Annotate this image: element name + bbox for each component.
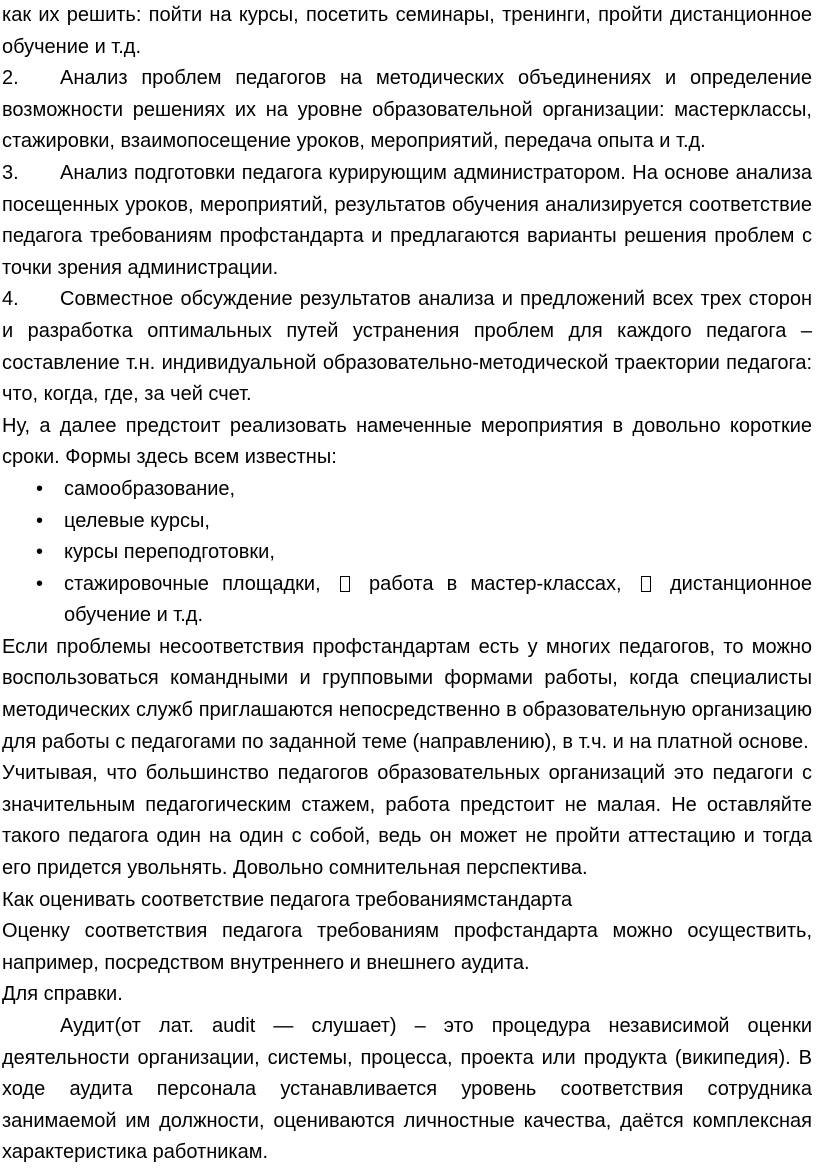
- list-item-text: дистанционное обучение и т.д.: [64, 572, 813, 627]
- item-number: 3.: [2, 161, 19, 184]
- bullet-icon: •: [36, 509, 44, 532]
- list-item-text: курсы переподготовки,: [64, 541, 275, 564]
- list-item-text: работа в мастер-классах,: [369, 572, 622, 595]
- forms-intro: Ну, а далее предстоит реализовать намеченные мероприятия в довольно короткие сроки. Формы здесь всем известны:: [2, 414, 812, 469]
- list-item: [36, 474, 812, 506]
- list-item: [36, 569, 812, 632]
- bullet-icon: •: [36, 572, 44, 595]
- item-text: Совместное обсуждение результатов анализа и предложений всех трех сторон и разработка оптимальных путей устранения проблем для каждого педагога – составление т.н. индивидуальной образовательно-методической траектории педагога: что, когда, где, за чей счет.: [2, 288, 812, 406]
- paragraph-experience: Учитывая, что большинство педагогов образовательных организаций это педагоги с значительным педагогическим стажем, работа предстоит не малая. Не оставляйте такого педагога один на один с собой, ведь он может не пройти аттестацию и тогда его придется увольнять. Довольно сомнительная перспектива.: [2, 762, 812, 880]
- paragraph-team: Если проблемы несоответствия профстандартам есть у многих педагогов, то можно воспользоваться командными и групповыми формами работы, когда специалисты методических служб приглашаются непосредственно в образовательную организацию для работы с педагогами по заданной теме (направлению), в т.ч. и на платной основе.: [2, 635, 812, 753]
- item-number: 4.: [2, 288, 19, 311]
- missing-glyph-icon: [340, 576, 350, 592]
- paragraph-audit-definition: Аудит(от лат. audit — слушает) – это процедура независимой оценки деятельности организации, системы, процесса, проекта или продукта (википедия). В ходе аудита персонала устанавливается уровень соответствия сотрудника занимаемой им должности, оцениваются личностные качества, даётся комплексная характеристика работникам.: [2, 1015, 812, 1164]
- list-item: [36, 506, 812, 538]
- list-item: [36, 537, 812, 569]
- numbered-item-4: [2, 284, 812, 410]
- intro-line: как их решить: пойти на курсы, посетить семинары, тренинги, пройти дистанционное обучение и т.д.: [2, 4, 812, 58]
- list-item-text: стажировочные площадки,: [64, 572, 321, 595]
- reference-label: Для справки.: [2, 983, 123, 1006]
- item-text: Анализ подготовки педагога курирующим администратором. На основе анализа посещенных уроков, мероприятий, результатов обучения анализируется соответствие педагога требованиям профстандарта и предлагаются варианты решения проблем с точки зрения администрации.: [2, 161, 812, 279]
- bullet-icon: •: [36, 477, 44, 500]
- item-number: 2.: [2, 67, 19, 90]
- paragraph-audit-intro: Оценку соответствия педагога требованиям профстандарта можно осуществить, например, посредством внутреннего и внешнего аудита.: [2, 920, 812, 974]
- forms-list: [2, 474, 812, 632]
- numbered-item-2: [2, 63, 812, 158]
- missing-glyph-icon: [641, 576, 651, 592]
- list-item-text: целевые курсы,: [64, 509, 210, 532]
- bullet-icon: •: [36, 541, 44, 564]
- numbered-item-3: [2, 158, 812, 284]
- list-item-text: самообразование,: [64, 477, 236, 500]
- section-heading: Как оценивать соответствие педагога требованиямстандарта: [2, 888, 573, 911]
- item-text: Анализ проблем педагогов на методических объединениях и определение возможности решениях их на уровне образовательной организации: мастерклассы, стажировки, взаимопосещение уроков, мероприятий, передача опыта и т.д.: [2, 67, 812, 153]
